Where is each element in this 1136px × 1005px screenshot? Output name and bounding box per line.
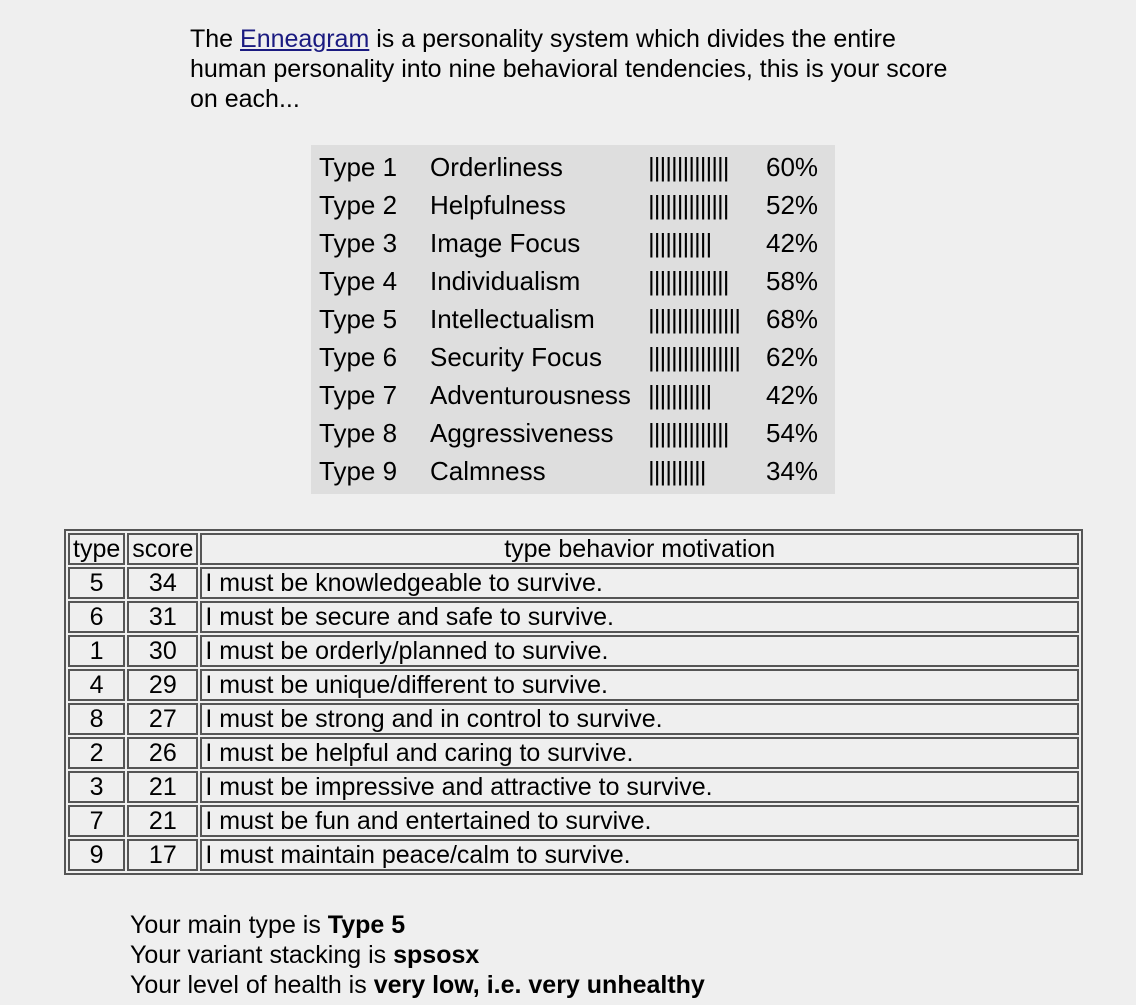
cell-motivation: I must be fun and entertained to survive. [200, 805, 1079, 837]
score-percent: 42% [766, 380, 819, 410]
cell-motivation: I must maintain peace/calm to survive. [200, 839, 1079, 871]
cell-type: 1 [68, 635, 125, 667]
table-row [68, 703, 1079, 735]
table-row [68, 771, 1079, 803]
score-name: Image Focus [430, 228, 581, 258]
score-percent: 52% [766, 190, 819, 220]
table-row [68, 669, 1079, 701]
header-motivation: type behavior motivation [200, 533, 1079, 565]
score-type: Type 6 [319, 342, 398, 372]
score-bar: |||||||||||||||| [648, 342, 741, 372]
score-bar: |||||||||| [648, 456, 706, 486]
intro-paragraph [190, 24, 970, 114]
variant-stacking-value: spsosx [393, 941, 480, 969]
score-bar: ||||||||||| [648, 228, 712, 258]
cell-type: 4 [68, 669, 125, 701]
score-bar: |||||||||||||| [648, 152, 729, 182]
cell-score: 17 [127, 839, 198, 871]
header-type: type [68, 533, 125, 565]
main-type-value: Type 5 [327, 911, 406, 939]
score-type: Type 7 [319, 380, 398, 410]
variant-stacking-line [130, 940, 705, 970]
score-type: Type 5 [319, 304, 398, 334]
cell-type: 5 [68, 567, 125, 599]
table-row [68, 567, 1079, 599]
cell-type: 6 [68, 601, 125, 633]
score-percent: 68% [766, 304, 819, 334]
score-percent: 54% [766, 418, 819, 448]
cell-motivation: I must be impressive and attractive to survive. [200, 771, 1079, 803]
score-name: Helpfulness [430, 190, 566, 220]
score-percent: 62% [766, 342, 819, 372]
table-row [68, 805, 1079, 837]
table-header-row [68, 533, 1079, 565]
score-name: Calmness [430, 456, 546, 486]
score-type: Type 3 [319, 228, 398, 258]
table-row [68, 839, 1079, 871]
cell-type: 7 [68, 805, 125, 837]
score-percent: 34% [766, 456, 819, 486]
score-type: Type 8 [319, 418, 398, 448]
table-row [68, 635, 1079, 667]
score-bar: ||||||||||| [648, 380, 712, 410]
score-type: Type 9 [319, 456, 398, 486]
cell-type: 8 [68, 703, 125, 735]
cell-motivation: I must be knowledgeable to survive. [200, 567, 1079, 599]
enneagram-link[interactable]: Enneagram [240, 25, 370, 53]
cell-score: 21 [127, 771, 198, 803]
score-name: Intellectualism [430, 304, 595, 334]
motivation-table [64, 529, 1083, 875]
health-level-label: Your level of health is [130, 971, 374, 999]
cell-type: 3 [68, 771, 125, 803]
cell-score: 26 [127, 737, 198, 769]
cell-score: 21 [127, 805, 198, 837]
score-name: Aggressiveness [430, 418, 614, 448]
cell-motivation: I must be strong and in control to survive. [200, 703, 1079, 735]
score-bar: |||||||||||||| [648, 266, 729, 296]
cell-score: 27 [127, 703, 198, 735]
cell-motivation: I must be secure and safe to survive. [200, 601, 1079, 633]
table-row [68, 601, 1079, 633]
cell-score: 29 [127, 669, 198, 701]
score-bar: |||||||||||||| [648, 418, 729, 448]
cell-motivation: I must be unique/different to survive. [200, 669, 1079, 701]
score-name: Adventurousness [430, 380, 631, 410]
intro-text-before: The [190, 25, 241, 53]
cell-motivation: I must be orderly/planned to survive. [200, 635, 1079, 667]
intro-text-after: is a personality system which divides the entire human personality into nine behavioral tendencies, this is your score on each... [190, 25, 948, 113]
score-type: Type 2 [319, 190, 398, 220]
cell-score: 31 [127, 601, 198, 633]
table-row [68, 737, 1079, 769]
cell-type: 9 [68, 839, 125, 871]
main-type-label: Your main type is [130, 911, 328, 939]
score-name: Individualism [430, 266, 581, 296]
result-summary [130, 910, 705, 1000]
score-type: Type 1 [319, 152, 398, 182]
score-type: Type 4 [319, 266, 398, 296]
cell-motivation: I must be helpful and caring to survive. [200, 737, 1079, 769]
score-name: Security Focus [430, 342, 602, 372]
cell-score: 34 [127, 567, 198, 599]
score-percent: 42% [766, 228, 819, 258]
score-bar: |||||||||||||| [648, 190, 729, 220]
header-score: score [127, 533, 198, 565]
health-level-value: very low, i.e. very unhealthy [373, 971, 705, 999]
score-name: Orderliness [430, 152, 563, 182]
cell-type: 2 [68, 737, 125, 769]
score-percent: 60% [766, 152, 819, 182]
health-level-line [130, 970, 705, 1000]
score-bar: |||||||||||||||| [648, 304, 741, 334]
cell-score: 30 [127, 635, 198, 667]
score-percent: 58% [766, 266, 819, 296]
variant-stacking-label: Your variant stacking is [130, 941, 394, 969]
main-type-line [130, 910, 705, 940]
type-score-panel [311, 145, 835, 494]
